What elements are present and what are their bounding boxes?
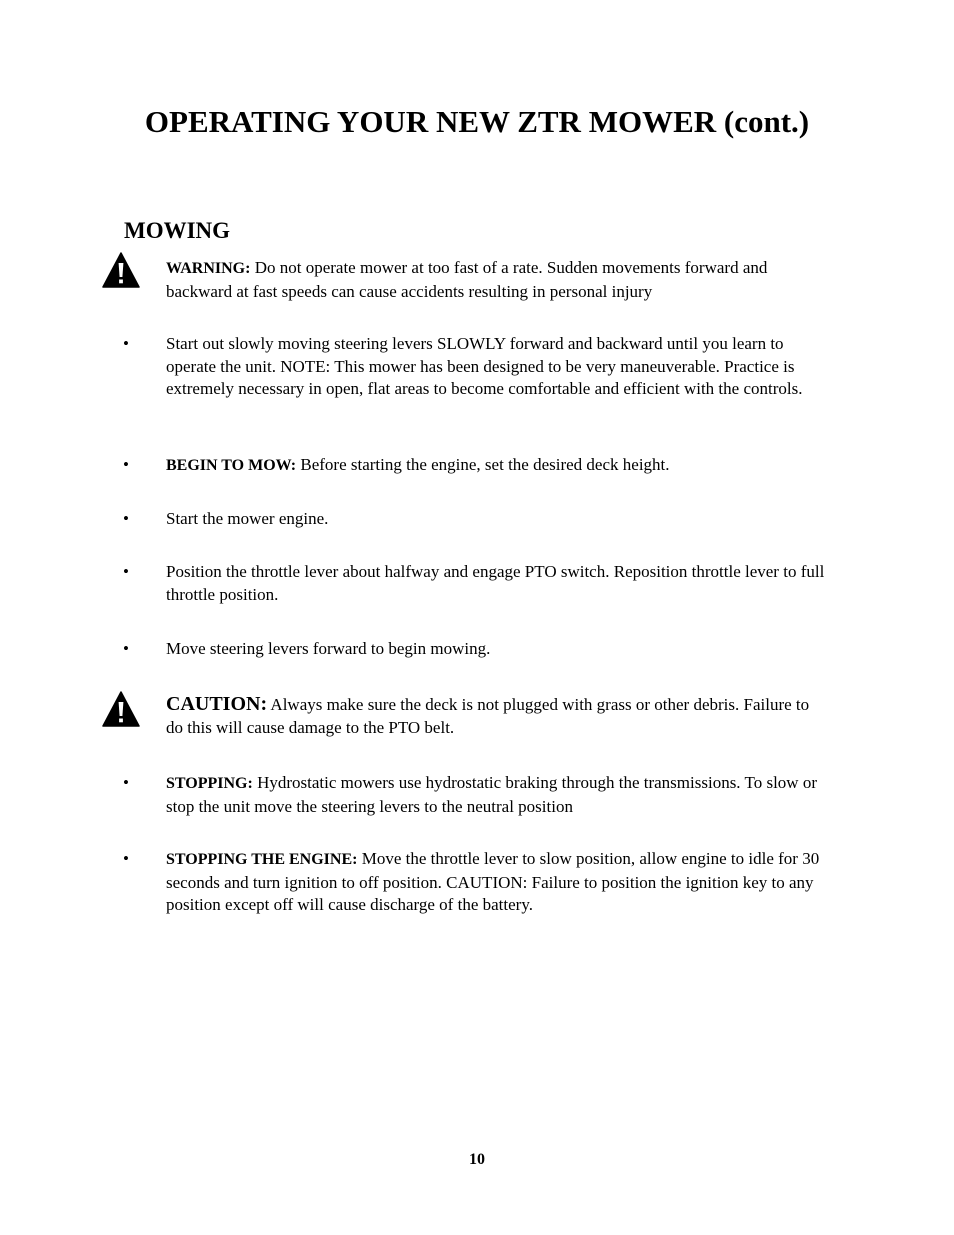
warning-triangle-icon	[102, 252, 140, 288]
bullet-marker: •	[123, 455, 129, 474]
list-item-text: Start out slowly moving steering levers SLOWLY forward and backward until you learn to operate the unit. NOTE: This mower has been designed to be very maneuverable. Practice is extremely necessary in open, flat areas to become comfortable and efficient with the controls.	[166, 334, 803, 398]
list-item-text: Move steering levers forward to begin mowing.	[166, 639, 491, 658]
list-item-text: Start the mower engine.	[166, 509, 329, 528]
warning-notice	[166, 257, 826, 303]
list-item-stopping-engine	[166, 848, 826, 917]
list-item-label: STOPPING THE ENGINE:	[166, 851, 358, 868]
section-heading-mowing: MOWING	[124, 218, 231, 243]
list-item-start-engine	[166, 508, 826, 531]
list-item-steering-forward	[166, 638, 826, 661]
list-item-stopping	[166, 772, 826, 818]
bullet-marker: •	[123, 562, 129, 581]
page-title: OPERATING YOUR NEW ZTR MOWER (cont.)	[144, 104, 810, 139]
list-item-text: Hydrostatic mowers use hydrostatic braking through the transmissions. To slow or stop the unit move the steering levers to the neutral position	[166, 773, 817, 816]
list-item-begin-to-mow	[166, 454, 826, 478]
bullet-marker: •	[123, 773, 129, 792]
list-item-text: Move the throttle lever to slow position, allow engine to idle for 30 seconds and turn ignition to off position. CAUTION: Failure to position the ignition key to any position except off will cause discharge of the battery.	[166, 849, 820, 914]
caution-notice	[166, 693, 826, 739]
bullet-marker: •	[123, 639, 129, 658]
list-item-text: Position the throttle lever about halfway and engage PTO switch. Reposition throttle lever to full throttle position.	[166, 562, 825, 604]
list-item-label: STOPPING:	[166, 775, 253, 792]
list-item-start-slowly	[166, 333, 826, 401]
page-number: 10	[469, 1151, 485, 1168]
list-item-text: Before starting the engine, set the desired deck height.	[296, 455, 670, 474]
warning-label: WARNING:	[166, 260, 251, 277]
list-item-throttle	[166, 561, 826, 606]
bullet-marker: •	[123, 849, 129, 868]
bullet-marker: •	[123, 334, 129, 353]
caution-label: CAUTION:	[166, 693, 268, 715]
caution-text: Always make sure the deck is not plugged with grass or other debris. Failure to do this will cause damage to the PTO belt.	[166, 695, 810, 737]
list-item-label: BEGIN TO MOW:	[166, 457, 297, 474]
warning-triangle-icon	[102, 691, 140, 727]
warning-text: Do not operate mower at too fast of a rate. Sudden movements forward and backward at fast speeds can cause accidents resulting in personal injury	[166, 258, 768, 301]
bullet-marker: •	[123, 509, 129, 528]
